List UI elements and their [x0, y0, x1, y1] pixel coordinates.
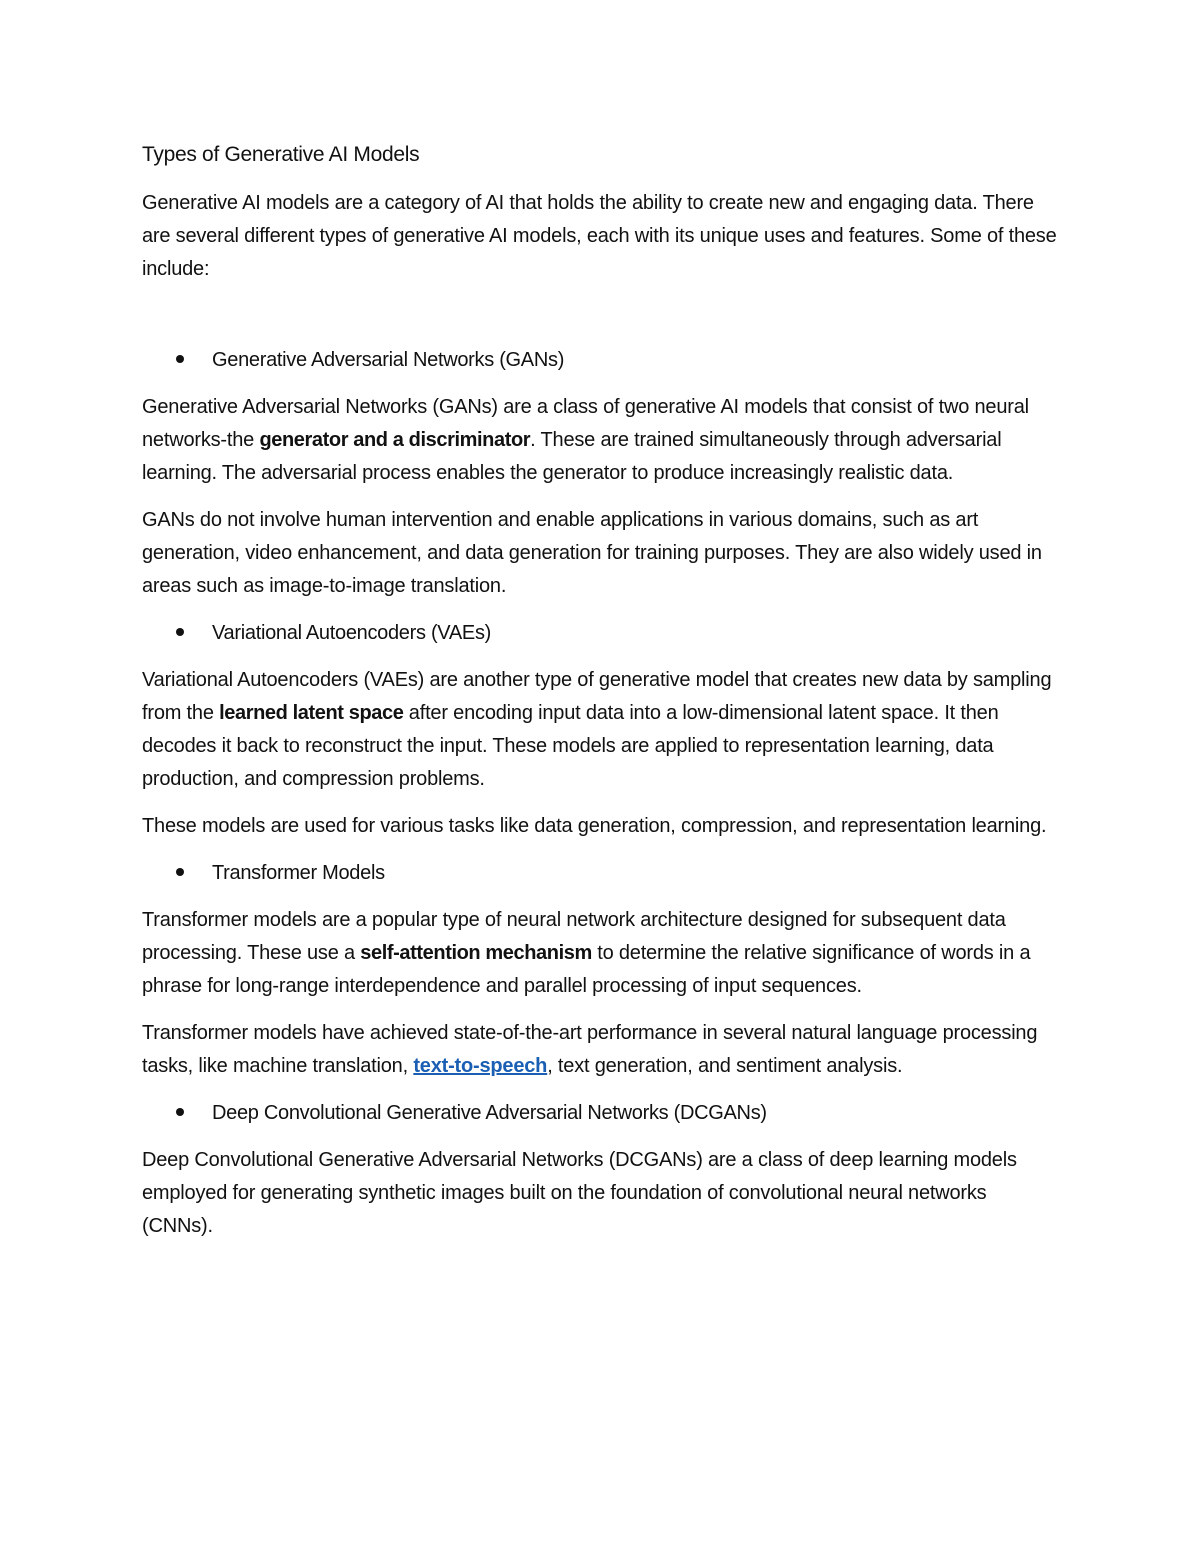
vaes-p1-text-after: after encoding input data into a low-dimensional latent space. It then decodes it back to reconstruct the input. These models are applied to representation learning, data production, and compression problems.: [142, 702, 999, 790]
bullet-vaes: [142, 617, 1062, 650]
vaes-paragraph-1: [142, 664, 1062, 796]
gans-paragraph-1: [142, 391, 1062, 490]
transformers-p1-text: Transformer models are a popular type of neural network architecture designed for subsequent data processing. These use a: [142, 909, 1006, 964]
bullet-dot-icon: [176, 628, 184, 636]
transformers-p2-text-after: , text generation, and sentiment analysis.: [547, 1055, 903, 1077]
vaes-p1-text: Variational Autoencoders (VAEs) are another type of generative model that creates new data by sampling from the: [142, 669, 1052, 724]
transformers-p1-bold: self-attention mechanism: [360, 942, 592, 964]
bullet-transformers: [142, 857, 1062, 890]
bullet-dot-icon: [176, 1108, 184, 1116]
gans-p1-bold: generator and a discriminator: [259, 429, 531, 451]
section-heading-vaes: Variational Autoencoders (VAEs): [212, 622, 492, 644]
section-heading-gans: Generative Adversarial Networks (GANs): [212, 349, 565, 371]
vaes-paragraph-2: These models are used for various tasks like data generation, compression, and representation learning.: [142, 815, 1047, 837]
intro-paragraph: Generative AI models are a category of AI that holds the ability to create new and engaging data. There are several different types of generative AI models, each with its unique uses and features. Some of these include:: [142, 192, 1057, 280]
dcgans-paragraph-1: Deep Convolutional Generative Adversarial Networks (DCGANs) are a class of deep learning models employed for generating synthetic images built on the foundation of convolutional neural networks (CNNs).: [142, 1149, 1017, 1237]
text-to-speech-link[interactable]: text-to-speech: [413, 1055, 548, 1077]
transformers-paragraph-1: [142, 904, 1062, 1003]
bullet-dot-icon: [176, 868, 184, 876]
section-heading-dcgans: Deep Convolutional Generative Adversarial Networks (DCGANs): [212, 1102, 767, 1124]
gans-p1-text: Generative Adversarial Networks (GANs) are a class of generative AI models that consist of two neural networks-the: [142, 396, 1029, 451]
vaes-p1-bold: learned latent space: [219, 702, 404, 724]
gans-paragraph-2: GANs do not involve human intervention and enable applications in various domains, such as art generation, video enhancement, and data generation for training purposes. They are also widely used in areas such as image-to-image translation.: [142, 509, 1042, 597]
document-page: [142, 138, 1062, 1257]
document-title: Types of Generative AI Models: [142, 143, 420, 166]
bullet-dot-icon: [176, 355, 184, 363]
bullet-dcgans: [142, 1097, 1062, 1130]
section-heading-transformers: Transformer Models: [212, 862, 385, 884]
transformers-p1-text-after: to determine the relative significance of words in a phrase for long-range interdependence and parallel processing of input sequences.: [142, 942, 1031, 997]
transformers-p2-text: Transformer models have achieved state-of-the-art performance in several natural language processing tasks, like machine translation,: [142, 1022, 1038, 1077]
transformers-paragraph-2: [142, 1017, 1062, 1083]
bullet-gans: [142, 344, 1062, 377]
gans-p1-text-after: . These are trained simultaneously through adversarial learning. The adversarial process enables the generator to produce increasingly realistic data.: [142, 429, 1002, 484]
